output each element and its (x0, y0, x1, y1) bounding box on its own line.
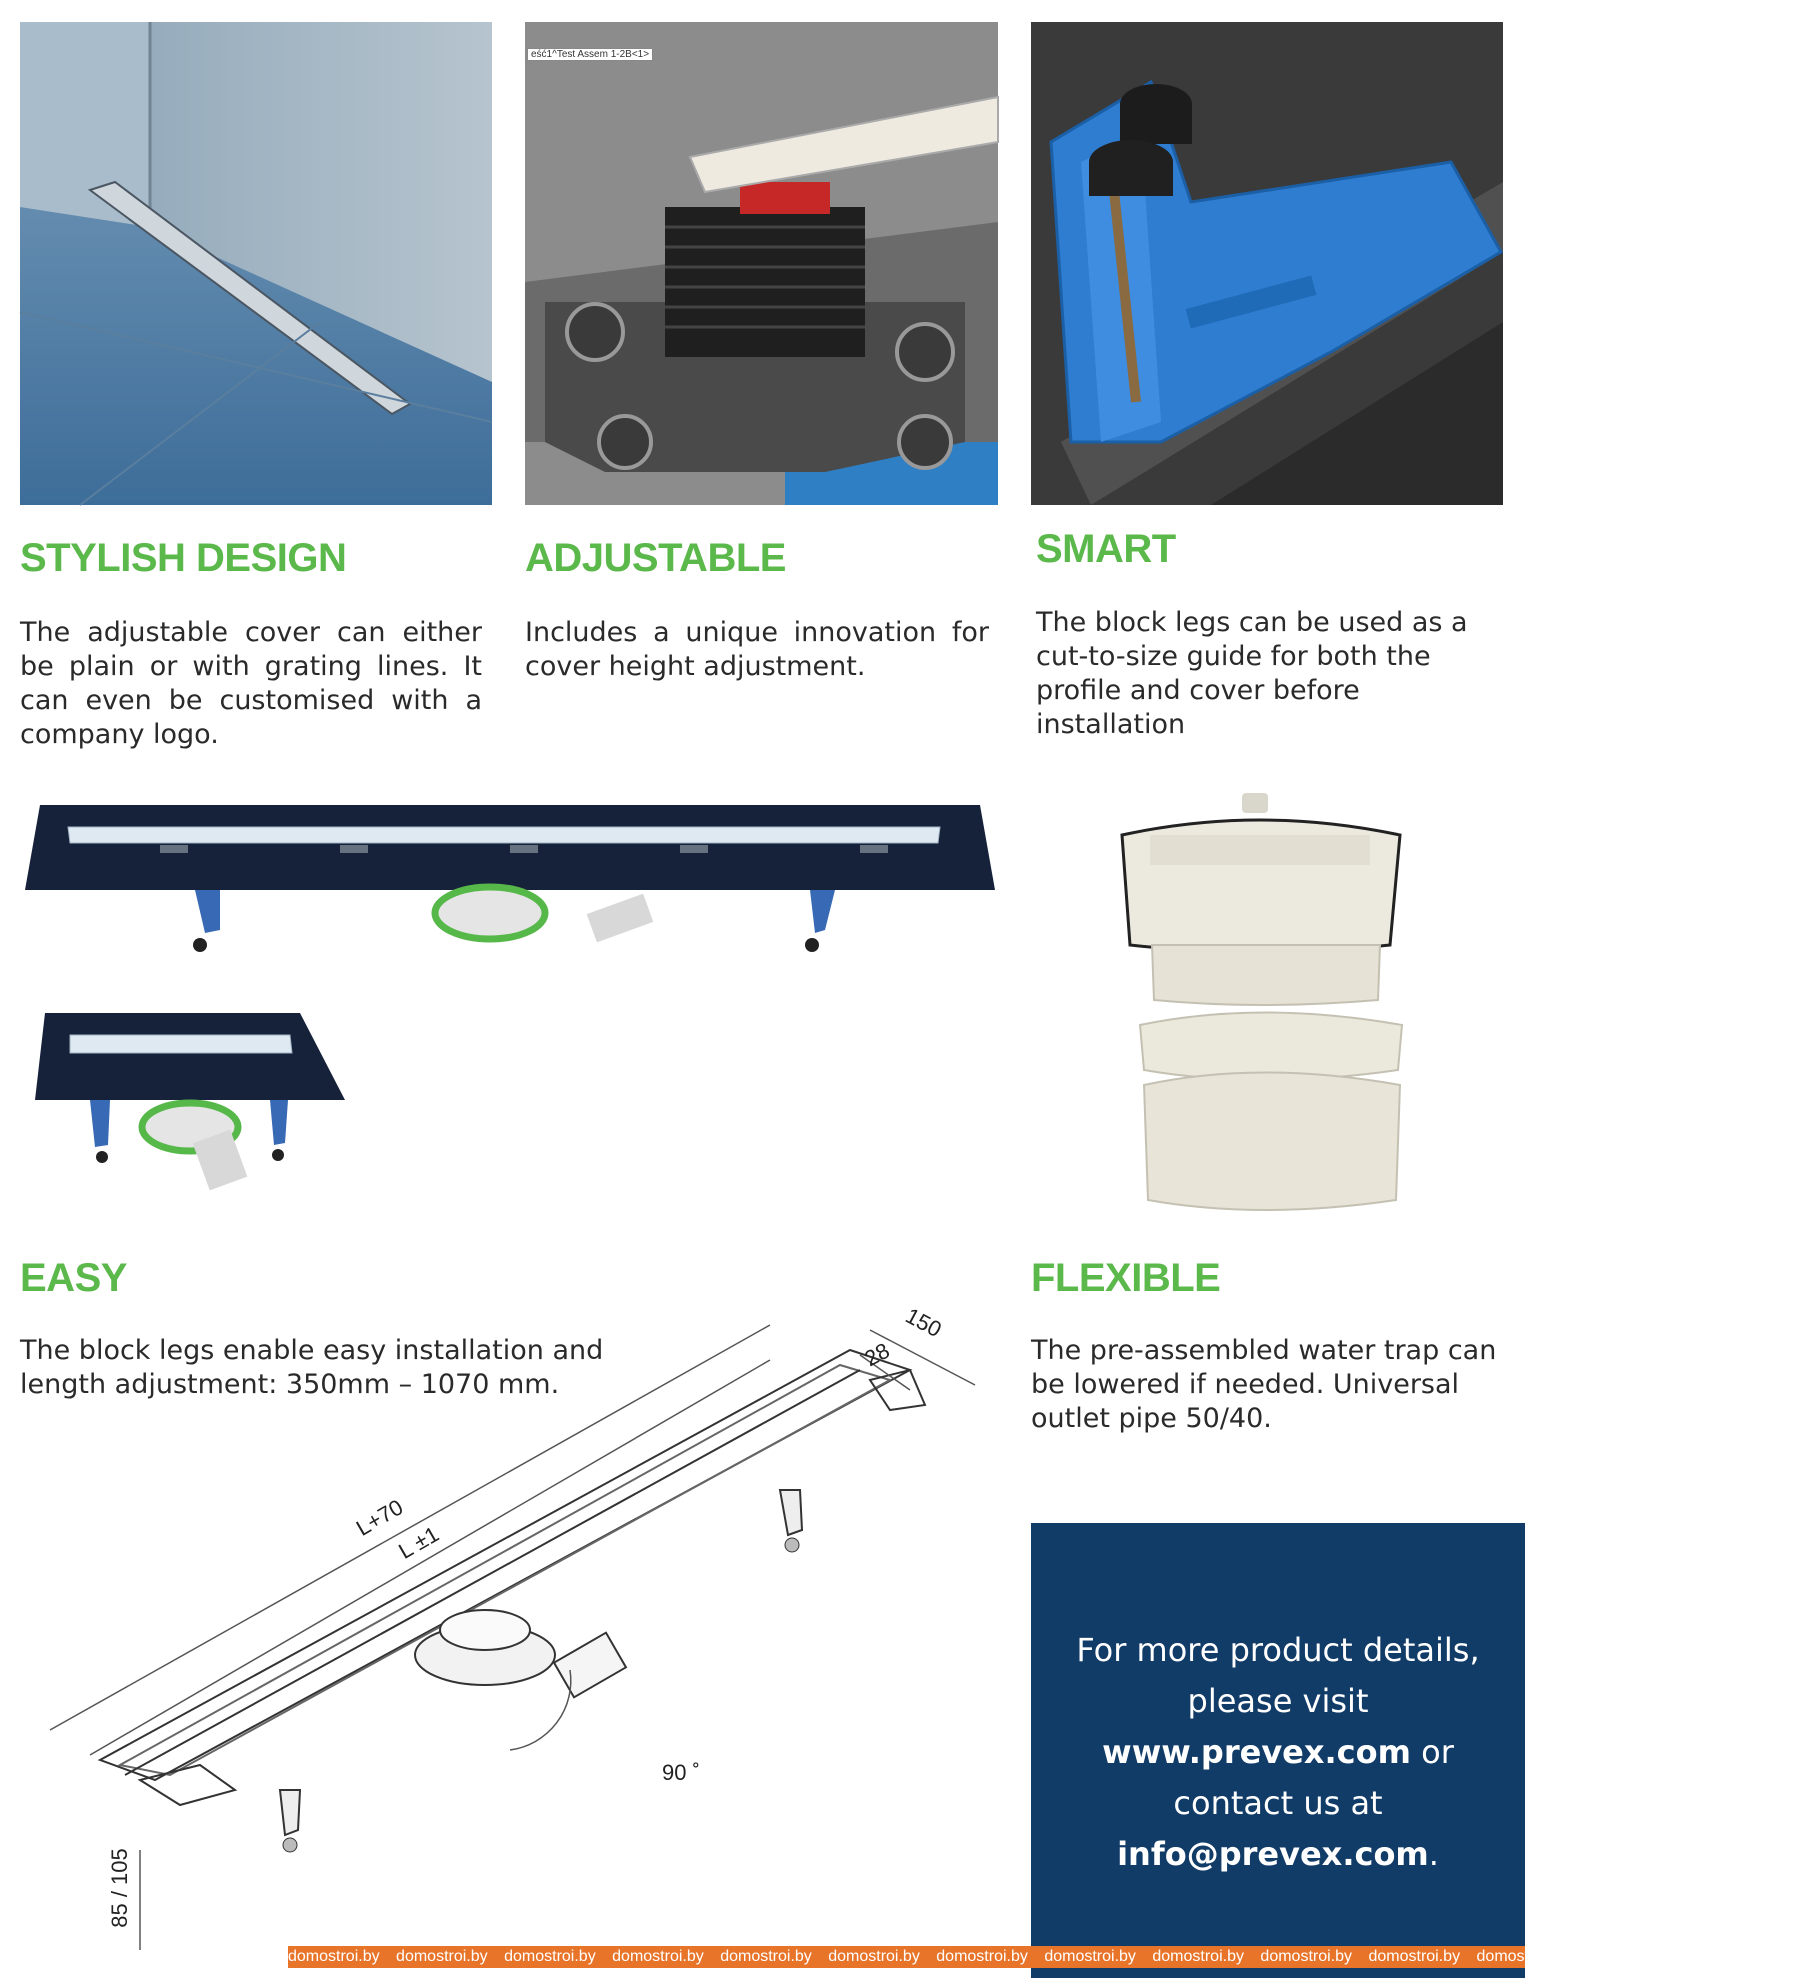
technical-drawing (30, 1302, 1000, 1960)
watermark-text: domostroi.by (720, 1948, 812, 1965)
watermark-text: domostroi.by (1260, 1948, 1353, 1965)
easy-title: EASY (20, 1256, 127, 1300)
email-link[interactable]: info@prevex.com (1117, 1835, 1429, 1873)
contact-website-line (1031, 1727, 1525, 1778)
smart-image (1031, 22, 1503, 505)
water-trap-image (1100, 785, 1420, 1215)
watermark-text: domostroi.by (396, 1948, 488, 1965)
stylish-design-image (20, 22, 492, 505)
watermark-text: domostroi.by (1584, 1948, 1677, 1965)
watermark-text: domostroi.by (936, 1948, 1028, 1965)
image-label-tag: eść1^Test Assem 1-2B<1> (527, 48, 653, 61)
drain-long-image (20, 785, 1000, 965)
watermark-text: domostroi.by (504, 1948, 596, 1965)
dimension-l70: L+70 (351, 1494, 408, 1541)
dimension-28: 28 (860, 1337, 894, 1372)
watermark-text: domostroi.by (828, 1948, 920, 1965)
stylish-design-title: STYLISH DESIGN (20, 536, 347, 580)
contact-email-line (1031, 1829, 1525, 1880)
flexible-text: The pre-assembled water trap can be lowered if needed. Universal outlet pipe 50/40. (1031, 1335, 1497, 1434)
contact-line-1: For more product details, (1076, 1631, 1480, 1669)
dimension-l1: L ±1 (394, 1521, 444, 1564)
dimension-height: 85 / 105 (106, 1848, 132, 1928)
website-link[interactable]: www.prevex.com (1102, 1733, 1411, 1771)
watermark-text: domostroi.by (1476, 1948, 1569, 1965)
contact-line-2: please visit (1187, 1682, 1369, 1720)
drain-short-image (30, 1005, 350, 1215)
watermark-strip (288, 1946, 1785, 1968)
angle-label: 90 ˚ (662, 1760, 700, 1785)
stylish-design-text: The adjustable cover can either be plain or with grating lines. It can even be customised with a company logo. (20, 617, 482, 750)
dimension-150: 150 (901, 1302, 946, 1343)
adjustable-title: ADJUSTABLE (525, 536, 786, 580)
watermark-text: domostroi.by (1368, 1948, 1461, 1965)
smart-text: The block legs can be used as a cut-to-size guide for both the profile and cover before installation (1036, 607, 1468, 740)
contact-or: or (1410, 1733, 1454, 1771)
adjustable-image (525, 22, 998, 505)
watermark-text: domostroi.by (612, 1948, 704, 1965)
easy-text: The block legs enable easy installation and length adjustment: 350mm – 1070 mm. (20, 1335, 604, 1400)
adjustable-text: Includes a unique innovation for cover height adjustment. (525, 617, 989, 682)
contact-panel (1031, 1523, 1525, 1978)
contact-line-4: contact us at (1173, 1784, 1383, 1822)
watermark-text: domostroi.by (1152, 1948, 1244, 1965)
watermark-text: domostroi.by (1044, 1948, 1136, 1965)
smart-title: SMART (1036, 527, 1176, 571)
contact-period: . (1428, 1835, 1439, 1873)
watermark-text: domostroi.by (1692, 1948, 1785, 1965)
flexible-title: FLEXIBLE (1031, 1256, 1221, 1300)
watermark-text: domostroi.by (288, 1948, 380, 1965)
